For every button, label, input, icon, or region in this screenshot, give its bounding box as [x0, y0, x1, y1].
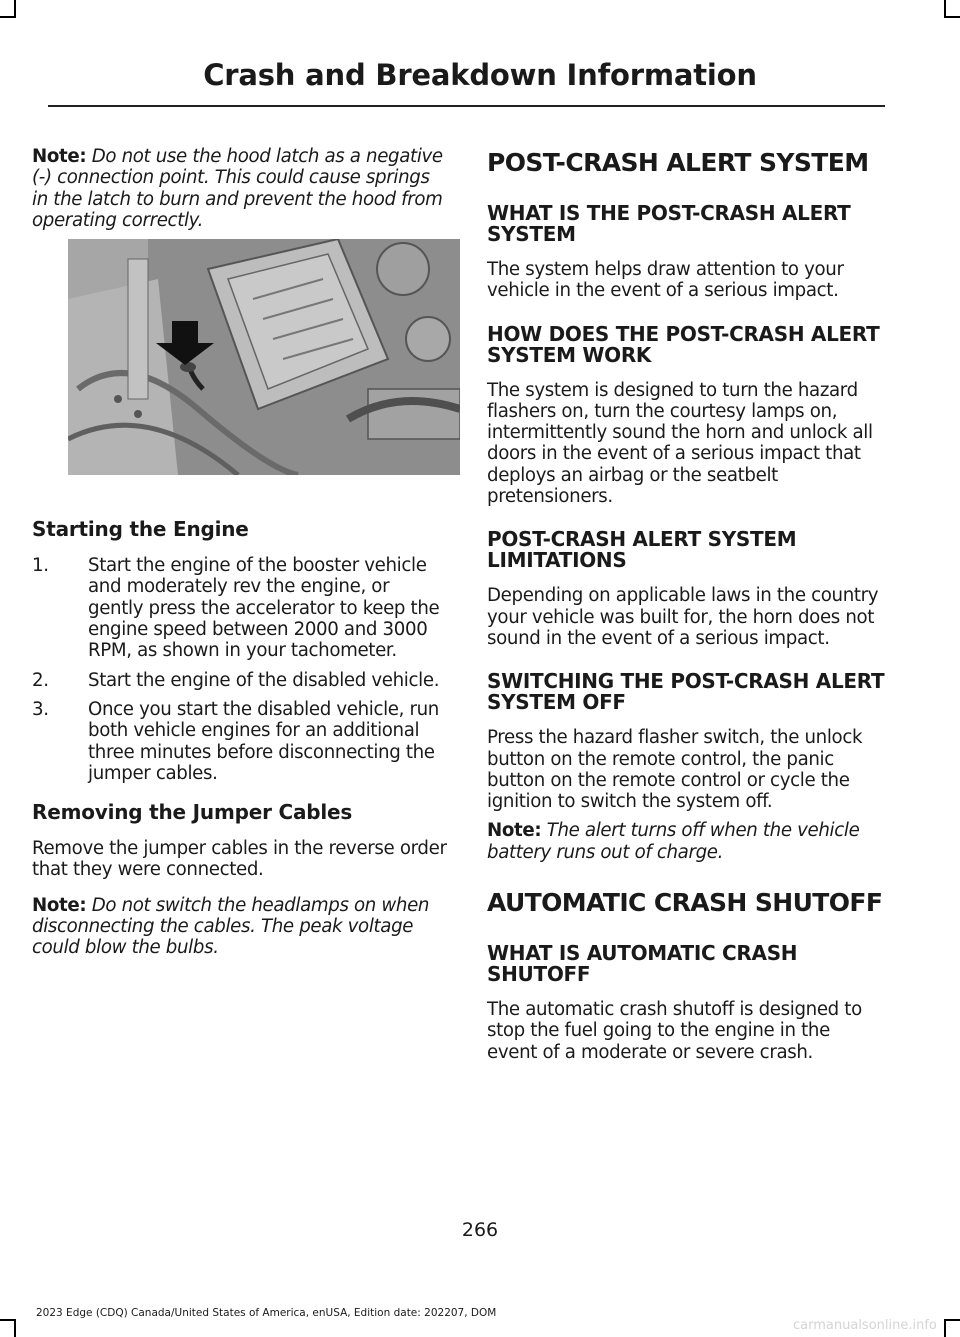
page-number: 266 [461, 1219, 499, 1241]
what-is-pcas-heading: WHAT IS THE POST-CRASH ALERT SYSTEM [487, 201, 851, 246]
note-label: Note: [32, 894, 87, 916]
starting-engine-heading: Starting the Engine [32, 517, 249, 542]
note-text: The alert turns off when the vehicle battery runs out of charge. [487, 820, 860, 863]
crop-mark [14, 1319, 16, 1337]
list-item [32, 699, 448, 784]
what-is-acs-text: The automatic crash shutoff is designed to stop the fuel going to the engine in the event of a moderate or severe crash. [487, 999, 862, 1063]
crop-mark [0, 16, 16, 18]
crop-mark [944, 16, 960, 18]
starting-steps-list [32, 555, 448, 784]
removing-cables-heading: Removing the Jumper Cables [32, 800, 353, 825]
note-text: Do not use the hood latch as a negative (-) connection point. This could cause springs in the latch to burn and prevent the hood from operating correctly. [32, 146, 443, 231]
list-item [32, 555, 448, 661]
what-is-acs-heading: WHAT IS AUTOMATIC CRASH SHUTOFF [487, 941, 798, 987]
removing-cables-text: Remove the jumper cables in the reverse order that they were connected. [32, 838, 447, 881]
headlamps-note [32, 895, 448, 959]
crop-mark [0, 1319, 16, 1321]
step-text: Start the engine of the disabled vehicle. [88, 669, 440, 691]
step-text: Once you start the disabled vehicle, run both vehicle engines for an additional three minutes before disconnecting the jumper cables. [88, 698, 439, 784]
edition-footer: 2023 Edge (CDQ) Canada/United States of America, enUSA, Edition date: 202207, DOM [36, 1307, 497, 1319]
right-column [487, 146, 885, 1077]
hood-latch-note [32, 146, 448, 231]
note-label: Note: [487, 820, 542, 842]
pcas-limitations-text: Depending on applicable laws in the country your vehicle was built for, the horn does not sound in the event of a serious impact. [487, 585, 879, 649]
engine-bay-drawing [68, 239, 460, 475]
pcas-off-heading: SWITCHING THE POST-CRASH ALERT SYSTEM OFF [487, 669, 885, 715]
step-number: 3. [32, 698, 49, 720]
list-item [32, 670, 448, 691]
page-header-title: Crash and Breakdown Information [203, 58, 757, 92]
watermark: carmanualsonline.info [793, 1318, 937, 1333]
how-pcas-works-heading: HOW DOES THE POST-CRASH ALERT SYSTEM WORK [487, 321, 880, 367]
what-is-pcas-text: The system helps draw attention to your vehicle in the event of a serious impact. [487, 259, 844, 302]
step-text: Start the engine of the booster vehicle and moderately rev the engine, or gently press the accelerator to keep the engine speed between 2000 and 3000 RPM, as shown in your tachometer. [88, 555, 440, 662]
left-column [32, 146, 448, 973]
pcas-off-text: Press the hazard flasher switch, the unlock button on the remote control, the panic button on the remote control or cycle the ignition to switch the system off. [487, 727, 863, 813]
crop-mark [944, 1319, 960, 1321]
note-label: Note: [32, 146, 87, 167]
engine-bay-illustration [68, 239, 460, 475]
step-number: 1. [32, 555, 49, 577]
note-text: Do not switch the headlamps on when disconnecting the cables. The peak voltage could blow the bulbs. [32, 894, 430, 959]
crop-mark [944, 1319, 946, 1337]
post-crash-alert-title: POST-CRASH ALERT SYSTEM [487, 148, 869, 177]
header-divider [48, 105, 885, 107]
how-pcas-works-text: The system is designed to turn the hazard flashers on, turn the courtesy lamps on, intermittently sound the horn and unlock all doors in the event of a serious impact that deploys an airbag or the seatbelt pretensioners. [487, 379, 873, 508]
auto-crash-shutoff-title: AUTOMATIC CRASH SHUTOFF [487, 888, 883, 918]
battery-note [487, 820, 885, 863]
pcas-limitations-heading: POST-CRASH ALERT SYSTEM LIMITATIONS [487, 527, 797, 573]
step-number: 2. [32, 669, 49, 691]
